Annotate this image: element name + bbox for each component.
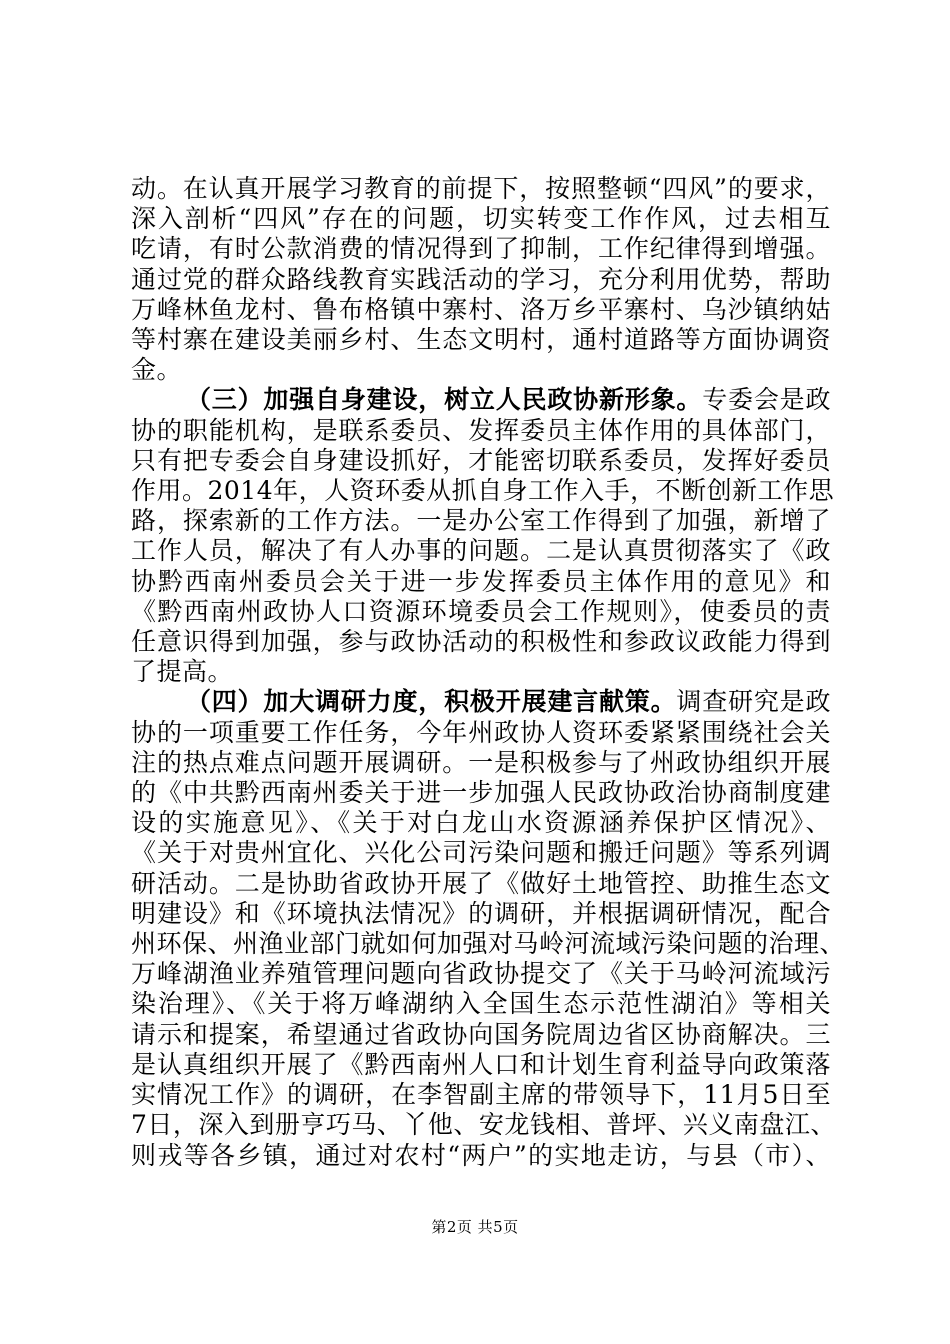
- text-line: 万峰湖渔业养殖管理问题向省政协提交了《关于马岭河流域污: [131, 959, 831, 989]
- text-line: 《关于对贵州宜化、兴化公司污染问题和搬迁问题》等系列调: [131, 838, 831, 868]
- text-line: 实情况工作》的调研，在李智副主席的带领导下，11月5日至: [131, 1080, 831, 1110]
- text-line: 作用。2014年，人资环委从抓自身工作入手，不断创新工作思: [131, 476, 835, 506]
- text-line: 吃请，有时公款消费的情况得到了抑制，工作纪律得到增强。: [131, 234, 831, 264]
- text-line: 请示和提案，希望通过省政协向国务院周边省区协商解决。三: [131, 1019, 831, 1049]
- text-run: 专委会是政: [702, 385, 831, 415]
- text-line: 通过党的群众路线教育实践活动的学习，充分利用优势，帮助: [131, 264, 831, 294]
- text-line: 协的一项重要工作任务，今年州政协人资环委紧紧围绕社会关: [131, 717, 831, 747]
- body-text: [131, 174, 846, 1171]
- text-line: 则戎等各乡镇，通过对农村“两户”的实地走访，与县（市）、: [131, 1140, 831, 1170]
- text-line: 万峰林鱼龙村、鲁布格镇中寨村、洛万乡平寨村、乌沙镇纳姑: [131, 294, 831, 324]
- paragraph-first-line: [131, 385, 831, 415]
- text-line: 研活动。二是协助省政协开展了《做好土地管控、助推生态文: [131, 868, 831, 898]
- paragraph-first-line: [131, 687, 831, 717]
- section-heading-3: （三）加强自身建设，树立人民政协新形象。: [186, 385, 703, 415]
- text-line: 明建设》和《环境执法情况》的调研，并根据调研情况，配合: [131, 898, 831, 928]
- text-line: 州环保、州渔业部门就如何加强对马岭河流域污染问题的治理、: [131, 929, 846, 959]
- text-line: 染治理》、《关于将万峰湖纳入全国生态示范性湖泊》等相关: [131, 989, 831, 1019]
- text-line: 7日，深入到册亨巧马、丫他、安龙钱相、普坪、兴义南盘江、: [131, 1110, 836, 1140]
- text-line: 的《中共黔西南州委关于进一步加强人民政协政治协商制度建: [131, 778, 831, 808]
- text-line: 工作人员，解决了有人办事的问题。二是认真贯彻落实了《政: [131, 536, 831, 566]
- text-line: 了提高。: [131, 657, 234, 687]
- text-line: 等村寨在建设美丽乡村、生态文明村，通村道路等方面协调资: [131, 325, 831, 355]
- text-line: 路，探索新的工作方法。一是办公室工作得到了加强，新增了: [131, 506, 831, 536]
- text-run: 调查研究是政: [676, 687, 831, 717]
- text-line: 《黔西南州政协人口资源环境委员会工作规则》，使委员的责: [131, 596, 831, 626]
- text-line: 动。在认真开展学习教育的前提下，按照整顿“四风”的要求，: [131, 174, 831, 203]
- text-line: 协黔西南州委员会关于进一步发挥委员主体作用的意见》和: [131, 566, 831, 596]
- section-heading-4: （四）加大调研力度，积极开展建言献策。: [186, 687, 677, 717]
- text-line: 深入剖析“四风”存在的问题，切实转变工作作风，过去相互: [131, 204, 831, 234]
- text-line: 注的热点难点问题开展调研。一是积极参与了州政协组织开展: [131, 747, 831, 777]
- text-line: 是认真组织开展了《黔西南州人口和计划生育利益导向政策落: [131, 1049, 831, 1079]
- text-line: 金。: [131, 355, 183, 385]
- text-line: 只有把专委会自身建设抓好，才能密切联系委员，发挥好委员: [131, 445, 831, 475]
- text-line: 协的职能机构，是联系委员、发挥委员主体作用的具体部门，: [131, 415, 831, 445]
- text-line: 任意识得到加强，参与政协活动的积极性和参政议政能力得到: [131, 627, 831, 657]
- page-number-footer: 第2页 共5页: [431, 1218, 519, 1236]
- text-line: 设的实施意见》、《关于对白龙山水资源涵养保护区情况》、: [131, 808, 831, 838]
